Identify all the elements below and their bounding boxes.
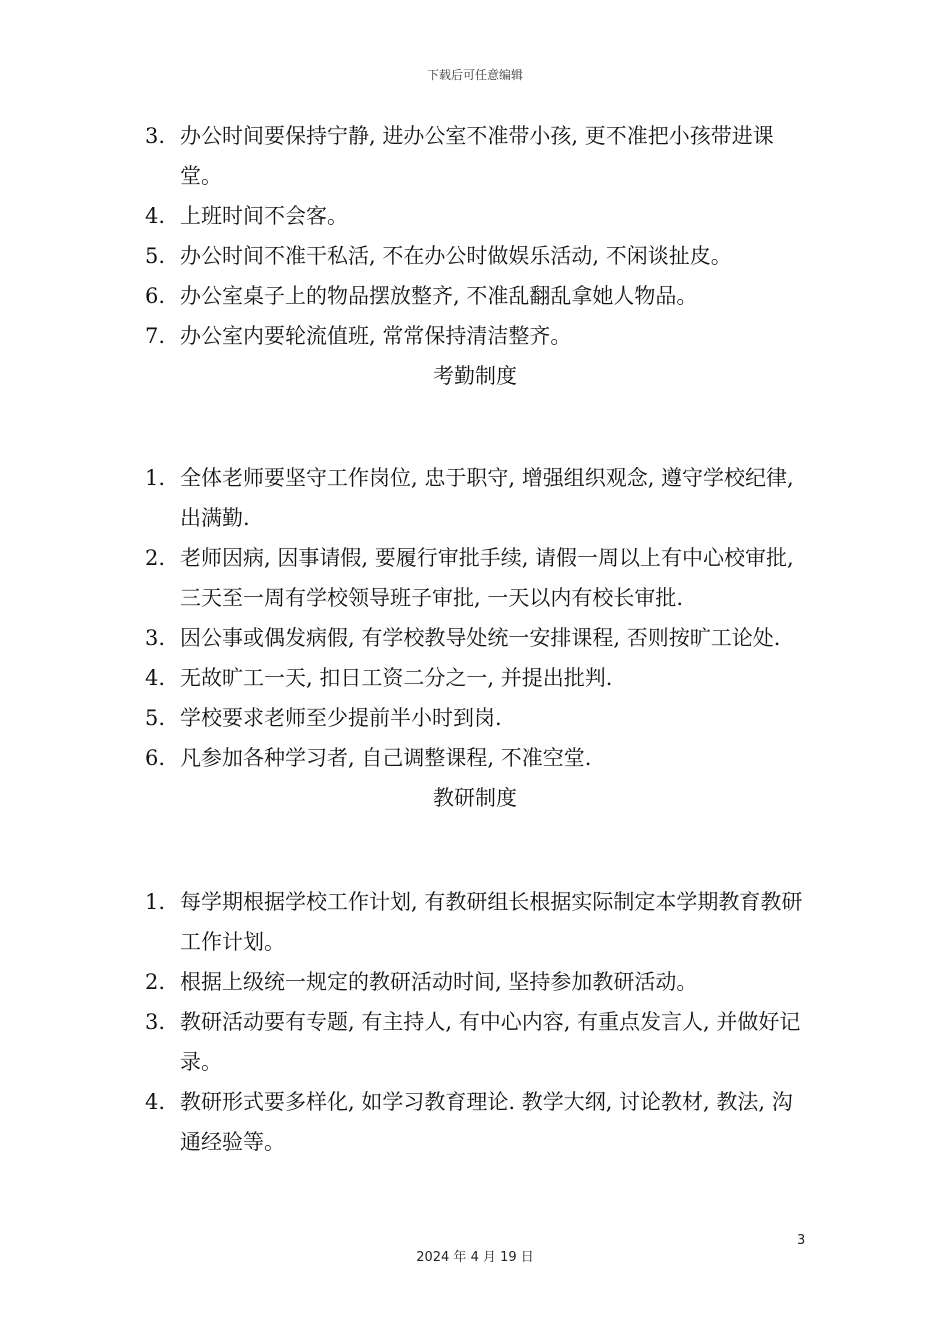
list-item: [0, 276, 950, 316]
spacer: [0, 396, 950, 458]
list-number: 4.: [145, 666, 166, 690]
list-text: 教研活动要有专题, 有主持人, 有中心内容, 有重点发言人, 并做好记录。: [180, 1010, 801, 1074]
document-body: [0, 116, 950, 1162]
list-item: [0, 658, 950, 698]
office-rules-list: [0, 116, 950, 356]
research-section-title: 教研制度: [433, 786, 517, 810]
page-header: 下载后可任意编辑: [426, 68, 523, 82]
list-number: 2.: [145, 970, 166, 994]
attendance-rules-list: [0, 458, 950, 778]
list-item: [0, 538, 950, 618]
list-number: 3.: [145, 1010, 166, 1034]
list-item: [0, 962, 950, 1002]
list-text: 办公时间要保持宁静, 进办公室不准带小孩, 更不准把小孩带进课堂。: [180, 124, 774, 188]
list-item: [0, 738, 950, 778]
list-number: 4.: [145, 1090, 166, 1114]
list-text: 因公事或偶发病假, 有学校教导处统一安排课程, 否则按旷工论处.: [180, 626, 781, 650]
list-item: [0, 316, 950, 356]
list-item: [0, 116, 950, 196]
list-item: [0, 1082, 950, 1162]
list-number: 5.: [145, 706, 166, 730]
list-number: 3.: [145, 124, 166, 148]
list-item: [0, 618, 950, 658]
list-number: 6.: [145, 284, 166, 308]
page-number: 3: [797, 1233, 806, 1248]
list-number: 1.: [145, 466, 166, 490]
list-text: 教研形式要多样化, 如学习教育理论. 教学大纲, 讨论教材, 教法, 沟通经验等。: [180, 1090, 793, 1154]
list-number: 1.: [145, 890, 166, 914]
list-text: 无故旷工一天, 扣日工资二分之一, 并提出批判.: [180, 666, 613, 690]
list-item: [0, 236, 950, 276]
list-number: 5.: [145, 244, 166, 268]
list-text: 老师因病, 因事请假, 要履行审批手续, 请假一周以上有中心校审批, 三天至一周有学校领导班子审批, 一天以内有校长审批.: [180, 546, 794, 610]
list-text: 办公室桌子上的物品摆放整齐, 不准乱翻乱拿她人物品。: [180, 284, 698, 308]
attendance-section-title: 考勤制度: [433, 364, 517, 388]
list-number: 7.: [145, 324, 166, 348]
list-item: [0, 1002, 950, 1082]
list-item: [0, 882, 950, 962]
list-text: 办公室内要轮流值班, 常常保持清洁整齐。: [180, 324, 572, 348]
list-item: [0, 698, 950, 738]
list-text: 学校要求老师至少提前半小时到岗.: [180, 706, 502, 730]
list-number: 4.: [145, 204, 166, 228]
list-number: 6.: [145, 746, 166, 770]
page-footer-date: 2024 年 4 月 19 日: [416, 1250, 534, 1265]
list-number: 2.: [145, 546, 166, 570]
list-number: 3.: [145, 626, 166, 650]
list-text: 上班时间不会客。: [180, 204, 348, 228]
list-text: 全体老师要坚守工作岗位, 忠于职守, 增强组织观念, 遵守学校纪律, 出满勤.: [180, 466, 794, 530]
list-text: 凡参加各种学习者, 自己调整课程, 不准空堂.: [180, 746, 592, 770]
list-item: [0, 458, 950, 538]
list-text: 办公时间不准干私活, 不在办公时做娱乐活动, 不闲谈扯皮。: [180, 244, 732, 268]
research-rules-list: [0, 882, 950, 1162]
list-item: [0, 196, 950, 236]
spacer: [0, 818, 950, 882]
list-text: 根据上级统一规定的教研活动时间, 坚持参加教研活动。: [180, 970, 698, 994]
list-text: 每学期根据学校工作计划, 有教研组长根据实际制定本学期教育教研工作计划。: [180, 890, 803, 954]
